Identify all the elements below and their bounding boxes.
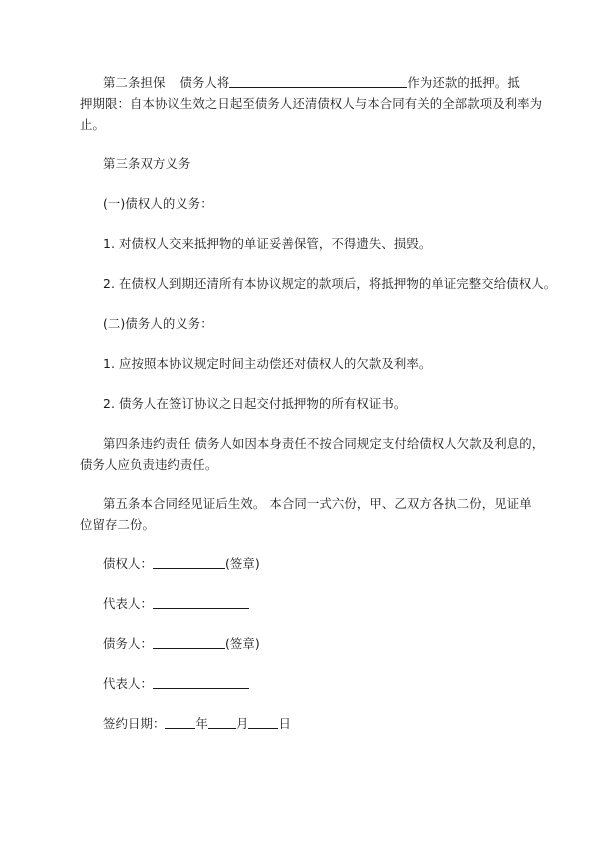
month-blank (208, 715, 236, 729)
article2-text-after: 作为还款的抵押。抵 (407, 75, 520, 90)
article2-line3: 止。 (80, 117, 105, 132)
article5-line2: 位留存二份。 (80, 517, 155, 532)
date-label: 签约日期： (103, 716, 166, 731)
article4-line1: 第四条违约责任 债务人如因本身责任不按合同规定支付给债权人欠款及利息的， (103, 436, 545, 451)
debtor-signature-blank (153, 635, 225, 649)
article2-line1 (103, 73, 520, 93)
signing-date-line (103, 714, 291, 734)
year-label: 年 (195, 716, 208, 731)
debtor-duty-1: 1. 应按照本协议规定时间主动偿还对债权人的欠款及利率。 (103, 356, 432, 371)
day-label: 日 (278, 716, 291, 731)
debtor-duty-2: 2. 债务人在签订协议之日起交付抵押物的所有权证书。 (103, 396, 407, 411)
year-blank (165, 715, 195, 729)
creditor-duty-2: 2. 在债权人到期还清所有本协议规定的款项后，将抵押物的单证完整交给债权人。 (103, 276, 557, 291)
article2-line2: 押期限：自本协议生效之日起至债务人还清债权人与本合同有关的全部款项及利率为 (80, 96, 543, 111)
debtor-rep-blank (153, 675, 249, 689)
article2-text-before: 债务人将 (179, 75, 230, 90)
article3-heading: 第三条双方义务 (103, 156, 191, 171)
collateral-blank (229, 74, 407, 88)
day-blank (248, 715, 278, 729)
creditor-rep-label: 代表人： (103, 596, 153, 611)
creditor-seal: (签章) (224, 556, 260, 571)
creditor-rep-blank (153, 595, 249, 609)
article4-line2: 债务人应负责违约责任。 (80, 457, 218, 472)
creditor-duty-1: 1. 对债权人交来抵押物的单证妥善保管，不得遗失、损毁。 (103, 236, 432, 251)
debtor-signature-line (103, 634, 260, 654)
debtor-rep-label: 代表人： (103, 676, 153, 691)
creditor-duties-title: (一)债权人的义务： (103, 196, 213, 211)
debtor-rep-line (103, 674, 249, 694)
creditor-signature-line (103, 554, 260, 574)
article2-heading: 第二条担保 (103, 75, 166, 90)
debtor-duties-title: (二)债务人的义务： (103, 316, 213, 331)
article5-line1: 第五条本合同经见证后生效。 本合同一式六份，甲、乙双方各执二份，见证单 (103, 496, 532, 511)
debtor-seal: (签章) (224, 636, 260, 651)
creditor-signature-blank (153, 555, 225, 569)
debtor-label: 债务人： (103, 636, 153, 651)
creditor-rep-line (103, 594, 249, 614)
month-label: 月 (235, 716, 249, 731)
creditor-label: 债权人： (103, 556, 153, 571)
